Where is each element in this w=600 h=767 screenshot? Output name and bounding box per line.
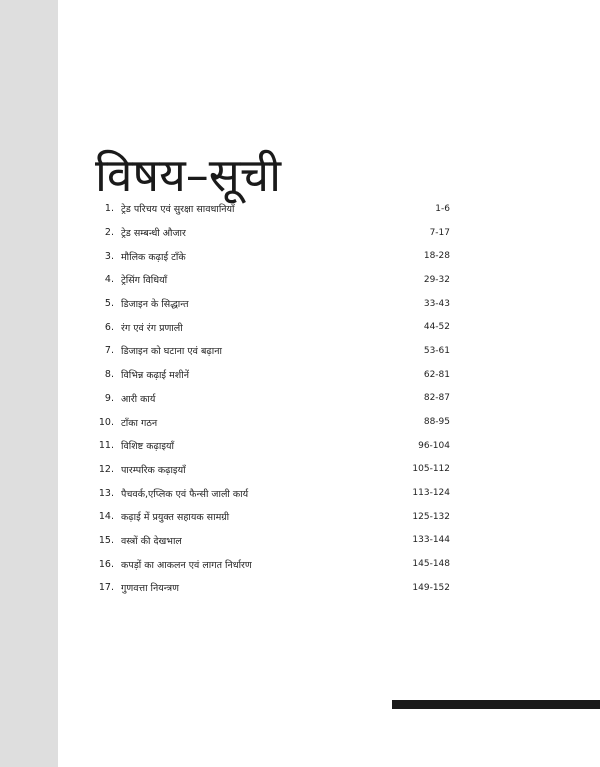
toc-entry[interactable]: [90, 315, 450, 339]
entry-number: 17.: [98, 582, 114, 594]
entry-pages: 96-104: [418, 440, 450, 451]
entry-number: 11.: [98, 440, 114, 452]
entry-pages: 145-148: [412, 559, 450, 570]
table-of-contents: [90, 197, 450, 600]
entry-number: 12.: [98, 463, 114, 475]
entry-number: 14.: [98, 511, 114, 523]
entry-number: 13.: [98, 487, 114, 499]
entry-title: टाँका गठन: [121, 417, 158, 429]
page-title: विषय–सूची: [95, 147, 281, 202]
side-margin-bar: [0, 0, 58, 767]
entry-number: 1.: [104, 203, 114, 215]
entry-pages: 125-132: [412, 511, 450, 522]
entry-pages: 44-52: [423, 322, 450, 333]
entry-title: गुणवत्ता नियन्त्रण: [121, 583, 179, 595]
toc-entry[interactable]: [90, 363, 450, 387]
entry-number: 16.: [98, 558, 114, 570]
toc-entry[interactable]: [90, 339, 450, 363]
entry-pages: 133-144: [412, 535, 450, 546]
entry-number: 6.: [104, 321, 114, 333]
entry-title: मौलिक कढ़ाई टाँके: [121, 251, 186, 263]
entry-title: डिजाइन के सिद्धान्त: [121, 299, 189, 311]
toc-entry[interactable]: [90, 481, 450, 505]
toc-entry[interactable]: [90, 505, 450, 529]
entry-title: आरी कार्य: [121, 393, 156, 405]
toc-entry[interactable]: [90, 458, 450, 482]
entry-number: 7.: [104, 345, 114, 357]
entry-pages: 82-87: [423, 393, 450, 404]
entry-title: विभिन्न कढ़ाई मशीनें: [121, 370, 189, 382]
entry-title: कपड़ों का आकलन एवं लागत निर्धारण: [121, 559, 252, 571]
entry-title: ट्रेसिंग विधियाँ: [121, 275, 168, 287]
entry-number: 10.: [98, 416, 114, 428]
entry-pages: 29-32: [423, 274, 450, 285]
entry-title: रंग एवं रंग प्रणाली: [121, 322, 183, 334]
entry-pages: 62-81: [423, 369, 450, 380]
footer-bar: [392, 700, 600, 709]
toc-entry[interactable]: [90, 552, 450, 576]
toc-entry[interactable]: [90, 292, 450, 316]
entry-title: डिजाइन को घटाना एवं बढ़ाना: [121, 346, 222, 358]
entry-pages: 53-61: [423, 345, 450, 356]
entry-pages: 88-95: [423, 417, 450, 428]
entry-title: पैचवर्क,एप्लिक एवं फैन्सी जाली कार्य: [121, 488, 249, 500]
entry-pages: 149-152: [412, 582, 450, 593]
toc-entry[interactable]: [90, 410, 450, 434]
toc-entry[interactable]: [90, 221, 450, 245]
entry-pages: 33-43: [423, 298, 450, 309]
entry-pages: 113-124: [412, 488, 450, 499]
toc-entry[interactable]: [90, 197, 450, 221]
entry-number: 4.: [104, 274, 114, 286]
toc-entry[interactable]: [90, 268, 450, 292]
entry-pages: 18-28: [423, 251, 450, 262]
entry-title: ट्रेड परिचय एवं सुरक्षा सावधानियाँ: [121, 204, 235, 216]
entry-title: ट्रेड सम्बन्धी औजार: [121, 228, 186, 240]
entry-title: कढ़ाई में प्रयुक्त सहायक सामग्री: [121, 512, 230, 524]
toc-entry[interactable]: [90, 434, 450, 458]
entry-title: वस्त्रों की देखभाल: [121, 535, 182, 547]
entry-number: 15.: [98, 534, 114, 546]
toc-entry[interactable]: [90, 529, 450, 553]
entry-pages: 105-112: [412, 464, 450, 475]
entry-number: 2.: [104, 227, 114, 239]
entry-pages: 1-6: [435, 203, 450, 214]
toc-entry[interactable]: [90, 387, 450, 411]
entry-title: पारम्परिक कढ़ाइयाँ: [121, 464, 186, 476]
entry-number: 3.: [104, 250, 114, 262]
toc-entry[interactable]: [90, 244, 450, 268]
entry-number: 9.: [104, 392, 114, 404]
entry-title: विशिष्ट कढ़ाइयाँ: [121, 441, 174, 453]
entry-pages: 7-17: [429, 227, 450, 238]
entry-number: 8.: [104, 369, 114, 381]
toc-entry[interactable]: [90, 576, 450, 600]
entry-number: 5.: [104, 298, 114, 310]
